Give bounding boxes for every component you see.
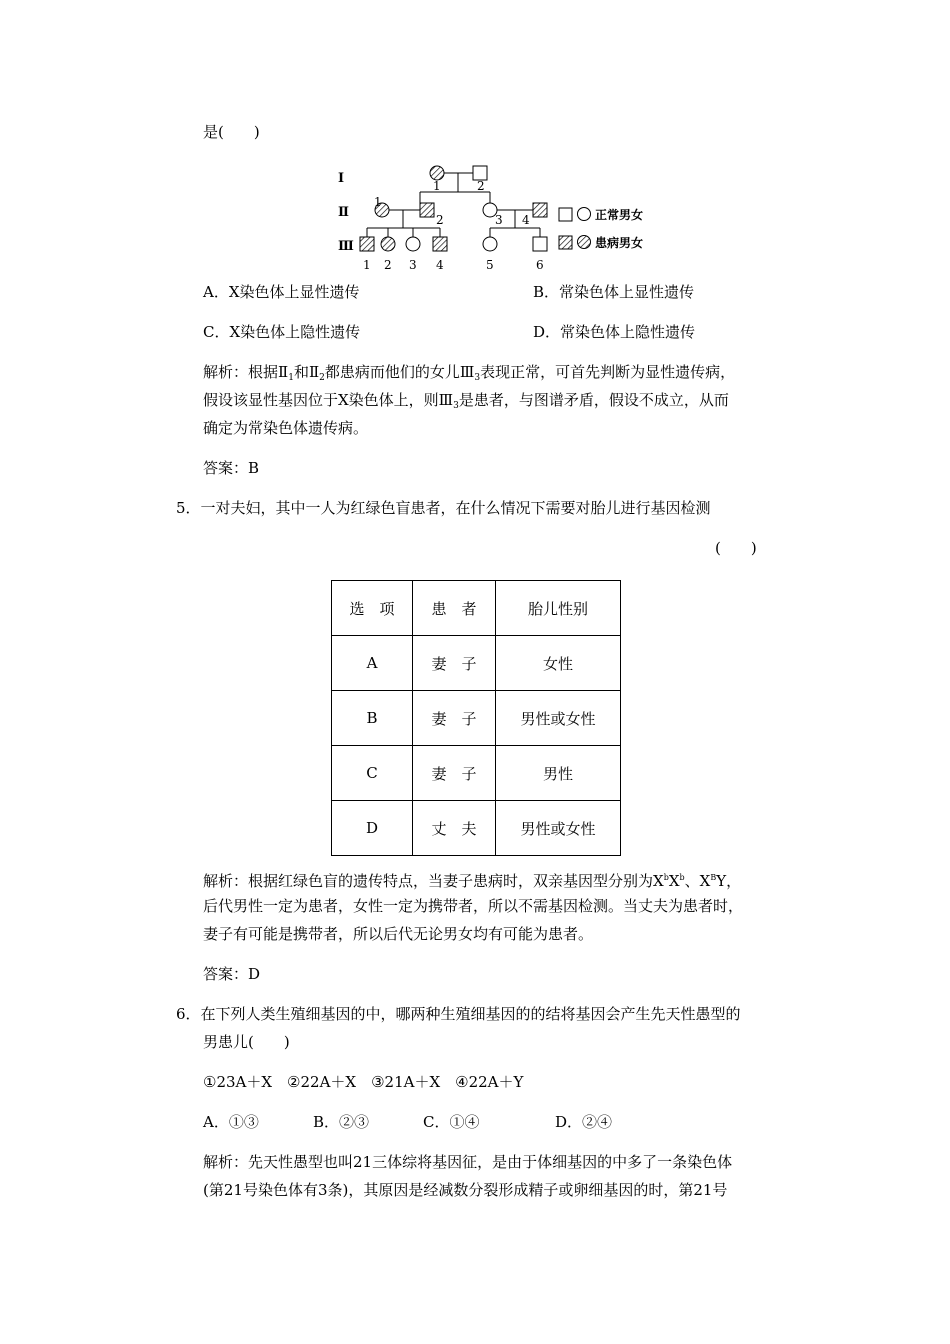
table-header-cell: 患 者 xyxy=(413,581,496,636)
legend-normal-female xyxy=(578,208,591,221)
legend-normal-male xyxy=(559,208,572,221)
q4-analysis-line-1: 解析：根据$Ⅱ_1$和$Ⅱ_2$都患病而他们的女儿$Ⅲ_3$表现正常，可首先判断为显性遗传病， xyxy=(203,363,736,383)
q5-analysis-line-3: 妻子有可能是携带者，所以后代无论男女均有可能为患者。 xyxy=(203,925,594,943)
gen3-label-3: 3 xyxy=(409,258,417,272)
gen3-label-4: 4 xyxy=(436,258,444,272)
gen3-label-6: 6 xyxy=(536,258,544,272)
table-header-row xyxy=(332,581,621,636)
gen3-female-2-affected xyxy=(381,237,395,251)
gen3-male-6-normal xyxy=(533,237,547,251)
table-cell: 丈 夫 xyxy=(413,801,496,856)
table-cell: D xyxy=(332,801,413,856)
table-header-cell: 选 项 xyxy=(332,581,413,636)
q4-option-c: C．X染色体上隐性遗传 xyxy=(203,323,361,341)
q6-analysis-line-2: (第21号染色体有3条)，其原因是经减数分裂形成精子或卵细基因的时，第21号 xyxy=(203,1181,728,1199)
table-cell: 妻 子 xyxy=(413,691,496,746)
q5-stem: 5．一对夫妇，其中一人为红绿色盲患者，在什么情况下需要对胎儿进行基因检测 xyxy=(176,499,711,517)
table-cell: 男性或女性 xyxy=(496,691,621,746)
q4-stem-tail: 是( ) xyxy=(203,123,260,141)
legend-normal-label: 正常男女 xyxy=(595,208,644,222)
table-cell: A xyxy=(332,636,413,691)
q5-table xyxy=(331,580,621,856)
table-cell: 男性 xyxy=(496,746,621,801)
table-cell: 女性 xyxy=(496,636,621,691)
table-cell: 男性或女性 xyxy=(496,801,621,856)
table-row xyxy=(332,746,621,801)
q6-stem-line-2: 男患儿( ) xyxy=(203,1033,290,1051)
q6-option-b: B．②③ xyxy=(313,1113,370,1131)
table-cell: 妻 子 xyxy=(413,746,496,801)
q6-option-d: D．②④ xyxy=(555,1113,613,1131)
gen-label-3: Ⅲ xyxy=(338,239,354,254)
gen2-label-1: 1 xyxy=(374,195,382,209)
gen2-label-2: 2 xyxy=(436,213,444,227)
gen2-male-2-affected xyxy=(420,203,434,217)
q4-option-a: A．X染色体上显性遗传 xyxy=(203,283,360,301)
gen3-male-4-affected xyxy=(433,237,447,251)
gen2-label-4: 4 xyxy=(522,213,530,227)
q6-option-c: C．①④ xyxy=(423,1113,480,1131)
q4-option-b: B．常染色体上显性遗传 xyxy=(533,283,695,301)
q4-analysis-line-3: 确定为常染色体遗传病。 xyxy=(203,419,369,437)
gen1-label-1: 1 xyxy=(433,179,441,193)
q6-option-a: A．①③ xyxy=(203,1113,259,1131)
table-cell: B xyxy=(332,691,413,746)
legend-affected-label: 患病男女 xyxy=(595,236,644,250)
q5-answer: 答案：D xyxy=(203,965,261,983)
gen3-label-2: 2 xyxy=(384,258,392,272)
gen-label-1: Ⅰ xyxy=(338,171,345,186)
q6-stem-line-1: 6．在下列人类生殖细基因的中，哪两种生殖细基因的的结将基因会产生先天性愚型的 xyxy=(176,1005,741,1023)
gen-label-2: Ⅱ xyxy=(338,205,349,220)
q4-answer: 答案：B xyxy=(203,459,260,477)
table-header-cell: 胎儿性别 xyxy=(496,581,621,636)
gen3-female-3-normal xyxy=(406,237,420,251)
table-cell: 妻 子 xyxy=(413,636,496,691)
q4-option-d: D．常染色体上隐性遗传 xyxy=(533,323,696,341)
gen1-female-affected xyxy=(430,166,444,180)
gen2-male-4-affected xyxy=(533,203,547,217)
gen3-label-1: 1 xyxy=(363,258,371,272)
pedigree-diagram xyxy=(330,158,710,276)
gen1-label-2: 2 xyxy=(477,179,485,193)
table-row xyxy=(332,801,621,856)
table-row xyxy=(332,691,621,746)
q6-items: ①23A＋X ②22A＋X ③21A＋X ④22A＋Y xyxy=(203,1073,524,1091)
q5-analysis-line-1: 解析：根据红绿色盲的遗传特点，当妻子患病时，双亲基因型分别为$X^bX^b$、$X^BY$， xyxy=(203,872,742,890)
gen1-male-normal xyxy=(473,166,487,180)
gen3-male-1-affected xyxy=(360,237,374,251)
q5-analysis-line-2: 后代男性一定为患者，女性一定为携带者，所以不需基因检测。当丈夫为患者时， xyxy=(203,897,744,915)
table-row xyxy=(332,636,621,691)
q4-analysis-line-2: 假设该显性基因位于X染色体上，则$Ⅲ_3$是患者，与图谱矛盾，假设不成立，从而 xyxy=(203,391,729,411)
gen2-label-3: 3 xyxy=(495,213,503,227)
gen3-label-5: 5 xyxy=(486,258,494,272)
gen3-female-5-normal xyxy=(483,237,497,251)
table-cell: C xyxy=(332,746,413,801)
legend-affected-male xyxy=(559,236,572,249)
legend-affected-female xyxy=(578,236,591,249)
q5-bracket: ( ) xyxy=(715,539,757,557)
q6-analysis-line-1: 解析：先天性愚型也叫21三体综将基因征，是由于体细基因的中多了一条染色体 xyxy=(203,1153,733,1171)
